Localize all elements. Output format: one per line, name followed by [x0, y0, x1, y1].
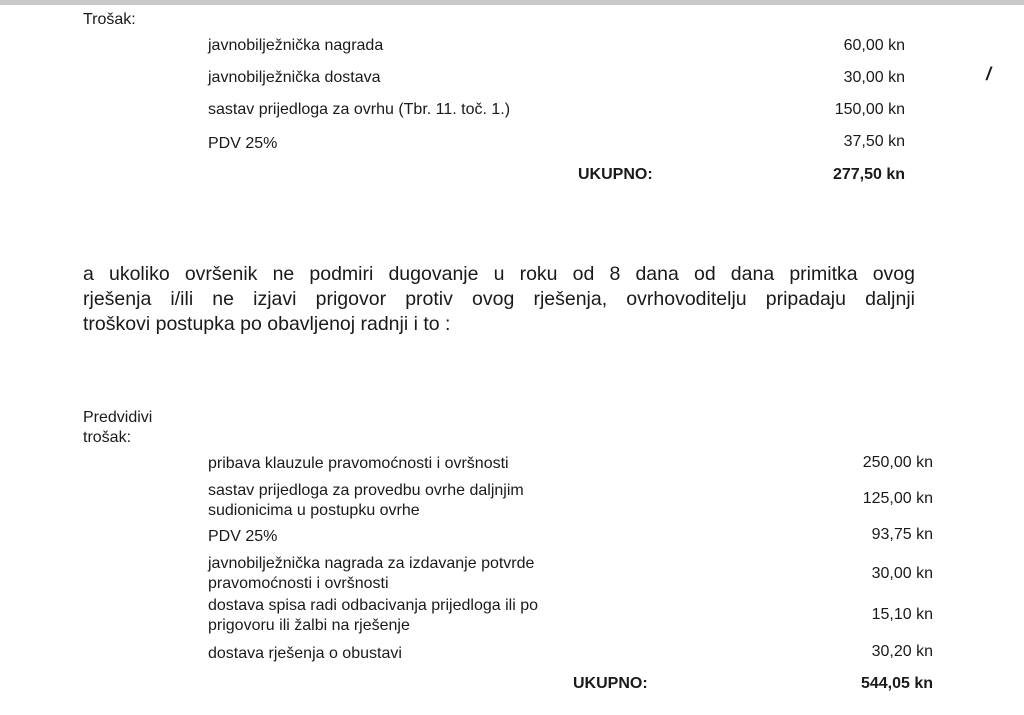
cost-item-desc-line1: sastav prijedloga za provedbu ovrhe daljnjim [208, 482, 524, 499]
paragraph-line: troškovi postupka po obavljenoj radnji i to : [83, 313, 451, 335]
cost-item-desc-line2: pravomoćnosti i ovršnosti [208, 575, 389, 592]
paragraph-line: a ukoliko ovršenik ne podmiri dugovanje u roku od 8 dana od dana primitka ovog [83, 263, 915, 285]
body-paragraph [83, 262, 915, 337]
cost-item-desc-line1: javnobilježnička nagrada za izdavanje potvrde [208, 555, 535, 572]
predicted-cost-label-line2: trošak: [83, 429, 132, 446]
cost-item-amount: 125,00 kn [862, 490, 933, 507]
total-amount: 544,05 kn [860, 675, 933, 692]
total-label: UKUPNO: [573, 675, 648, 692]
margin-mark: / [986, 64, 992, 84]
cost-item-desc: javnobilježnička dostava [208, 69, 381, 86]
cost-item-desc: dostava rješenja o obustavi [208, 645, 402, 662]
cost-item-desc: PDV 25% [208, 528, 278, 545]
cost-item-desc: PDV 25% [208, 135, 278, 152]
cost-item-amount: 30,00 kn [843, 69, 905, 86]
predicted-cost-label-line1: Predvidivi [83, 409, 153, 426]
top-edge [0, 0, 1024, 5]
cost-item-amount: 93,75 kn [871, 526, 933, 543]
total-amount: 277,50 kn [832, 166, 905, 183]
cost-item-desc-line2: sudionicima u postupku ovrhe [208, 502, 420, 519]
total-label: UKUPNO: [578, 166, 653, 183]
cost-item-desc-line1: dostava spisa radi odbacivanja prijedloga ili po [208, 597, 538, 614]
cost-item-amount: 150,00 kn [834, 101, 905, 118]
cost-item-amount: 30,00 kn [871, 565, 933, 582]
cost-item-desc: javnobilježnička nagrada [208, 37, 384, 54]
cost-item-amount: 30,20 kn [871, 643, 933, 660]
paragraph-line: rješenja i/ili ne izjavi prigovor protiv ovog rješenja, ovrhovoditelju pripadaju daljnji [83, 288, 915, 310]
cost-item-desc-line2: prigovoru ili žalbi na rješenje [208, 617, 410, 634]
cost-item-desc: pribava klauzule pravomoćnosti i ovršnosti [208, 455, 509, 472]
cost-item-amount: 15,10 kn [871, 606, 933, 623]
cost-label: Trošak: [83, 11, 136, 28]
cost-item-amount: 60,00 kn [843, 37, 905, 54]
cost-item-amount: 37,50 kn [843, 133, 905, 150]
cost-item-amount: 250,00 kn [862, 454, 933, 471]
cost-item-desc: sastav prijedloga za ovrhu (Tbr. 11. toč. 1.) [208, 101, 511, 118]
